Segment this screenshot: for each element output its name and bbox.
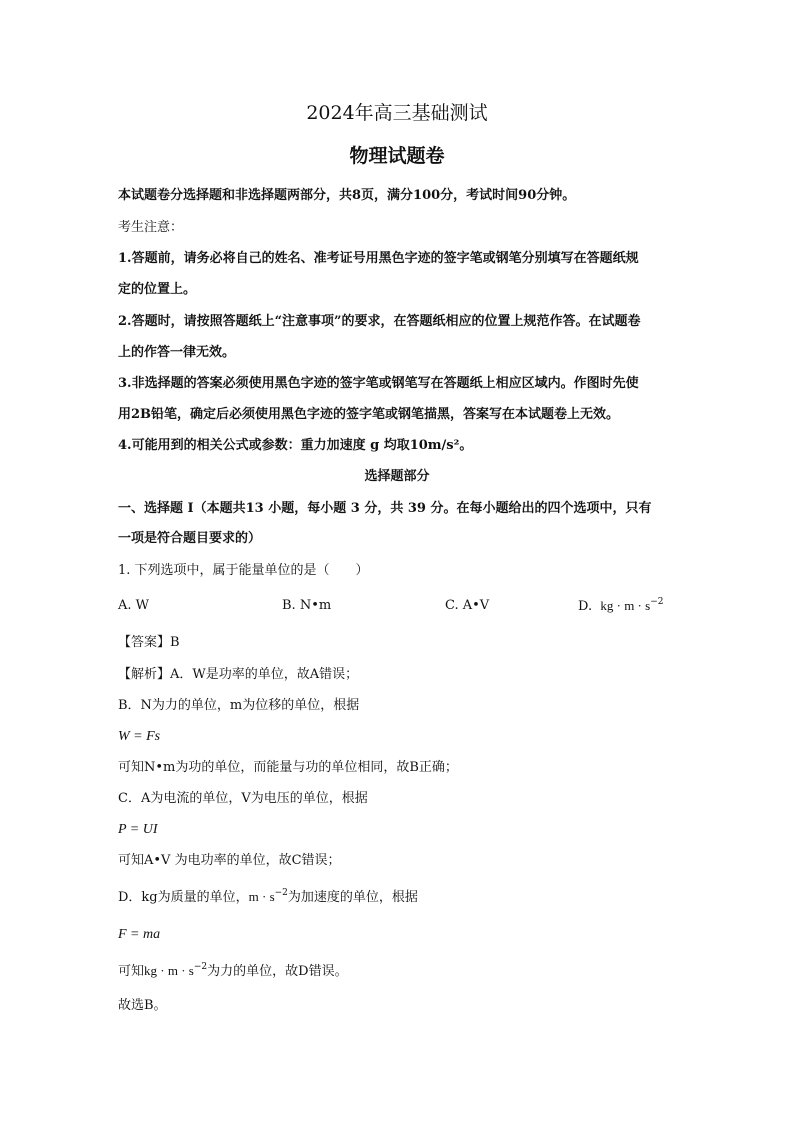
exam-title: 2024年高三基础测试 (306, 102, 488, 124)
note-line: 4.可能用到的相关公式或参数：重力加速度 g 均取10m/s²。 (118, 438, 473, 453)
note-line: 定的位置上。 (118, 282, 197, 297)
note-line: 3.非选择题的答案必须使用黑色字迹的签字笔或钢笔写在答题纸上相应区域内。作图时先使 (118, 376, 639, 391)
section-title: 选择题部分 (364, 469, 430, 484)
analysis-c-conclusion: 可知A•V 为电功率的单位，故C错误； (118, 853, 341, 868)
analysis-c: C．A为电流的单位，V为电压的单位，根据 (118, 791, 368, 806)
section-instruction: 一项是符合题目要求的） (118, 531, 262, 546)
section-instruction: 一、选择题 I（本题共13 小题，每小题 3 分，共 39 分。在每小题给出的四个选项中，只有 (118, 501, 652, 516)
analysis-d-conclusion: 可知kg · $m \cdot s^{-2}$为力的单位，故D错误。 (118, 962, 348, 979)
formula-power: P = UI (118, 822, 158, 837)
exam-summary: 本试题卷分选择题和非选择题两部分，共8页，满分100分，考试时间90分钟。 (118, 188, 576, 203)
analysis-d: D．kg为质量的单位，$m \cdot s^{-2}$为加速度的单位，根据 (118, 888, 418, 905)
note-line: 1.答题前，请务必将自己的姓名、准考证号用黑色字迹的签字笔或钢笔分别填写在答题纸规 (118, 251, 639, 266)
answer-label: 【答案】B (118, 635, 180, 650)
formula-force: F = ma (118, 927, 161, 942)
note-line: 上的作答一律无效。 (118, 345, 236, 360)
formula-work: W = Fs (118, 729, 161, 744)
note-line: 用2B铅笔，确定后必须使用黑色字迹的签字笔或钢笔描黑，答案写在本试题卷上无效。 (118, 407, 620, 422)
analysis-label: 【解析】 (118, 667, 171, 682)
option-b: B. N•m (282, 598, 332, 613)
question-stem: 1. 下列选项中，属于能量单位的是（ ） (118, 563, 369, 578)
exam-subtitle: 物理试题卷 (349, 145, 445, 167)
option-d: D. kg · $m \cdot s^{-2}$ (578, 597, 664, 614)
final-answer: 故选B。 (118, 998, 167, 1013)
analysis-b-conclusion: 可知N•m为功的单位，而能量与功的单位相同，故B正确； (118, 760, 458, 775)
analysis-b: B．N为力的单位，m为位移的单位，根据 (118, 698, 360, 713)
analysis-a: 【解析】A．W是功率的单位，故A错误； (118, 667, 359, 682)
notice-heading: 考生注意： (118, 220, 184, 235)
option-c: C. A•V (445, 598, 490, 613)
note-line: 2.答题时，请按照答题纸上“注意事项”的要求，在答题纸相应的位置上规范作答。在试题卷 (118, 314, 641, 329)
option-a: A. W (118, 598, 150, 613)
